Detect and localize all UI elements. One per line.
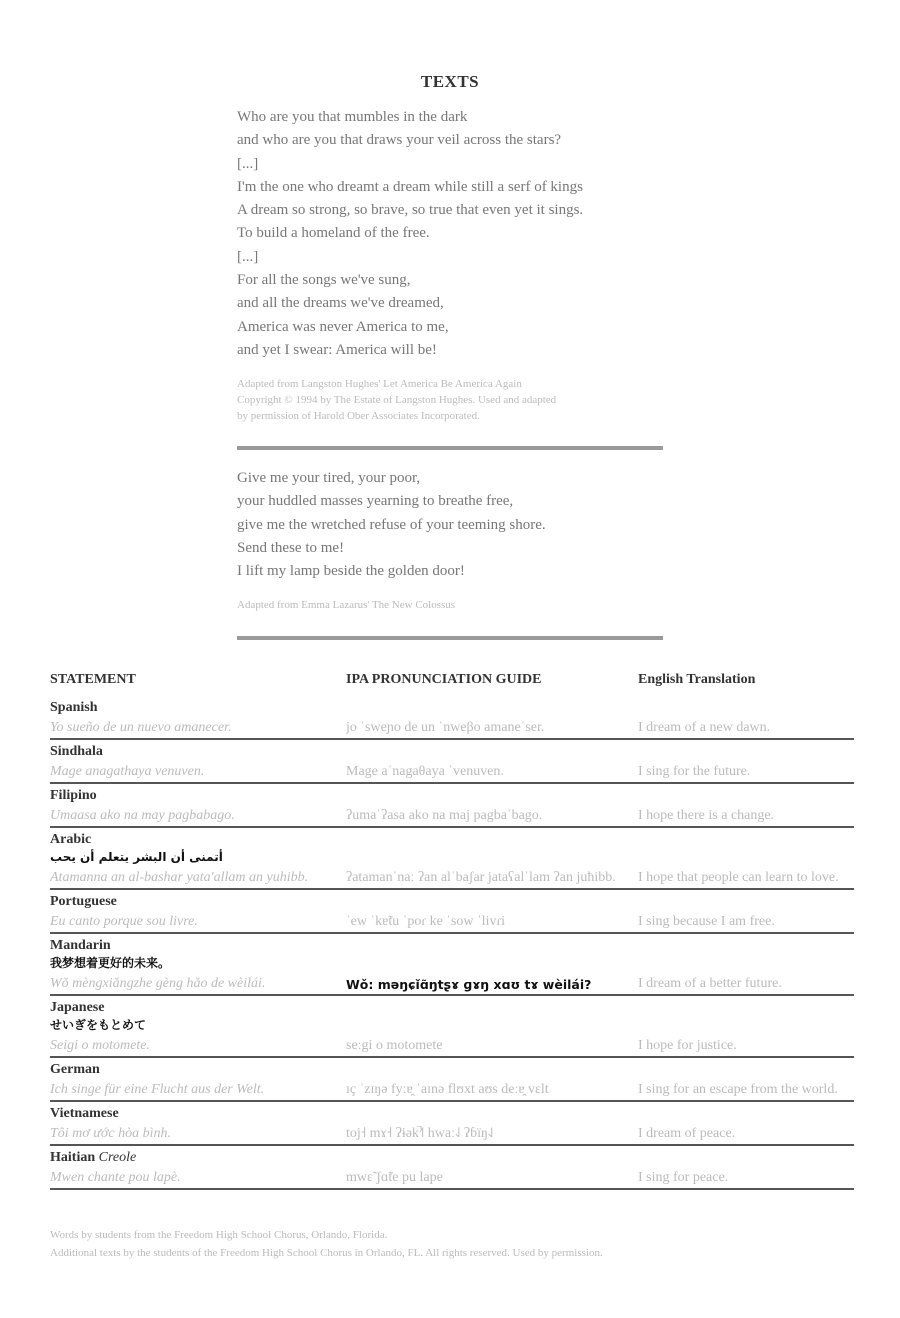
poem-line: and yet I swear: America will be! — [237, 341, 437, 358]
poem-line: [...] — [237, 155, 259, 172]
table-row — [50, 996, 854, 1058]
poem-line: I lift my lamp beside the golden door! — [237, 563, 465, 580]
poem-line: America was never America to me, — [237, 318, 449, 335]
poem-credit: Adapted from Emma Lazarus' The New Colossus — [237, 599, 456, 612]
row-cells — [50, 972, 854, 994]
poem-line: [...] — [237, 248, 259, 265]
language-name — [50, 1146, 854, 1166]
row-cells — [50, 866, 854, 888]
row-cells — [50, 910, 854, 932]
table-row — [50, 1058, 854, 1102]
language-label: Filipino — [50, 788, 97, 803]
poem-line: A dream so strong, so brave, so true that even yet it sings. — [237, 202, 584, 219]
translation-cell: I hope there is a change. — [638, 808, 775, 823]
language-label: Vietnamese — [50, 1106, 119, 1121]
language-label: Portuguese — [50, 894, 117, 909]
translation-cell: I sing for the future. — [638, 764, 751, 779]
poem-credit — [237, 376, 667, 424]
footer-line: Words by students from the Freedom High School Chorus, Orlando, Florida. — [50, 1229, 388, 1241]
language-label-italic: Creole — [98, 1150, 137, 1165]
translation-cell: I hope for justice. — [638, 1038, 737, 1053]
translation-cell: I sing because I am free. — [638, 914, 775, 929]
ipa-cell: ʔumaˈʔasa ako na maj pagbaˈbago. — [346, 808, 543, 823]
poem-line: I'm the one who dreamt a dream while still a serf of kings — [237, 178, 583, 195]
poem-line: give me the wretched refuse of your teeming shore. — [237, 516, 546, 533]
ipa-cell: mwɛ̃ ʃɑ̃te pu lape — [346, 1170, 443, 1185]
poem-line: For all the songs we've sung, — [237, 272, 411, 289]
statement-cell: Tôi mơ ước hòa bình. — [50, 1126, 171, 1141]
poem-line: Send these to me! — [237, 539, 345, 556]
table-header — [50, 668, 854, 696]
ipa-cell: ʔatamanˈnaː ʔan alˈbaʃar jataʕalˈlam ʔan juħibb. — [346, 870, 616, 885]
row-cells — [50, 716, 854, 738]
poem-line: To build a homeland of the free. — [237, 225, 430, 242]
divider-rule — [237, 446, 663, 450]
language-label: Haitian — [50, 1150, 96, 1165]
credit-line: Copyright © 1994 by The Estate of Langston Hughes. Used and adapted — [237, 394, 557, 407]
ipa-cell: toj˧ mɤ˧ ʔɨək̚˧˥ hwaː˨˩ ʔɓïŋ˨˩ — [346, 1126, 494, 1141]
credit-line: by permission of Harold Ober Associates Incorporated. — [237, 410, 480, 423]
row-cells — [50, 1034, 854, 1056]
statement-cell: Seigi o motomete. — [50, 1038, 150, 1053]
row-cells — [50, 760, 854, 782]
poem-emma-lazarus — [237, 467, 667, 613]
table-row — [50, 696, 854, 740]
ipa-cell: jo ˈsweɲo de un ˈnweβo amaneˈser. — [346, 720, 545, 735]
language-name — [50, 934, 854, 954]
table-row — [50, 1146, 854, 1190]
ipa-cell: ɪç ˈzɪŋə fyːɐ̯ ˈaɪnə flʊxt aʊs deːɐ̯ vɛlt — [346, 1082, 549, 1097]
translation-cell: I sing for an escape from the world. — [638, 1082, 838, 1097]
native-script: 我梦想着更好的未来。 — [50, 956, 171, 970]
language-name — [50, 828, 854, 848]
credit-line: Adapted from Langston Hughes' Let America Be America Again — [237, 378, 522, 391]
table-row — [50, 828, 854, 890]
table-row — [50, 890, 854, 934]
ipa-cell: Mage aˈnagaθaya ˈvenuven. — [346, 764, 504, 779]
language-label: German — [50, 1062, 100, 1077]
row-cells — [50, 1166, 854, 1188]
ipa-cell: ˈew ˈkɐ̃tu ˈpoɾ ke ˈsow ˈlivɾi — [346, 914, 506, 929]
statement-cell: Ich singe für eine Flucht aus der Welt. — [50, 1082, 265, 1097]
statement-cell: Eu canto porque sou livre. — [50, 914, 198, 929]
language-label: Sindhala — [50, 744, 103, 759]
poem-line: Give me your tired, your poor, — [237, 470, 421, 486]
language-name — [50, 996, 854, 1016]
page-title: TEXTS — [420, 72, 480, 91]
header-ipa: IPA PRONUNCIATION GUIDE — [346, 672, 542, 687]
statement-cell: Umaasa ako na may pagbabago. — [50, 808, 235, 823]
header-statement: STATEMENT — [50, 672, 136, 687]
language-name — [50, 784, 854, 804]
language-name — [50, 740, 854, 760]
language-label: Mandarin — [50, 938, 111, 953]
translation-cell: I dream of a new dawn. — [638, 720, 771, 735]
translation-cell: I sing for peace. — [638, 1170, 729, 1185]
row-cells — [50, 1078, 854, 1100]
translation-cell: I dream of peace. — [638, 1126, 736, 1141]
table-row — [50, 934, 854, 996]
table-row — [50, 784, 854, 828]
language-label: Spanish — [50, 700, 98, 715]
native-script: أتمنى أن البشر يتعلم أن يحب — [50, 850, 223, 864]
language-label: Arabic — [50, 832, 92, 847]
footer-credits — [50, 1226, 850, 1262]
language-name — [50, 890, 854, 910]
statement-cell: Atamanna an al-bashar yata'allam an yuhibb. — [50, 870, 309, 885]
statement-cell: Yo sueño de un nuevo amanecer. — [50, 720, 232, 735]
statement-table — [50, 668, 854, 1190]
poem-line: and who are you that draws your veil across the stars? — [237, 132, 562, 149]
poem-line: your huddled masses yearning to breathe free, — [237, 493, 514, 510]
poem-line: Who are you that mumbles in the dark — [237, 109, 468, 125]
poem-line: and all the dreams we've dreamed, — [237, 295, 444, 312]
footer-line: Additional texts by the students of the Freedom High School Chorus in Orlando, FL. All rights reserved. Used by permission. — [50, 1247, 603, 1259]
language-label: Japanese — [50, 1000, 105, 1015]
statement-cell: Mage anagathaya venuven. — [50, 764, 205, 779]
language-name — [50, 696, 854, 716]
translation-cell: I hope that people can learn to love. — [638, 870, 839, 885]
ipa-cell: seːgi o motomete — [346, 1038, 443, 1053]
header-translation: English Translation — [638, 672, 756, 687]
language-name — [50, 1058, 854, 1078]
table-row — [50, 1102, 854, 1146]
translation-cell: I dream of a better future. — [638, 976, 782, 991]
poem-langston-hughes — [237, 106, 667, 424]
table-row — [50, 740, 854, 784]
ipa-cell: Wǒ: məŋɕǐɑ̃ŋtʂɤ ɡɤŋ xɑʊ tɤ wèilái? — [346, 977, 592, 992]
statement-cell: Wǒ mèngxiǎngzhe gèng hǎo de wèilái. — [50, 976, 266, 991]
language-name — [50, 1102, 854, 1122]
row-cells — [50, 804, 854, 826]
divider-rule — [237, 636, 663, 640]
native-script: せいぎをもとめて — [50, 1018, 147, 1032]
row-cells — [50, 1122, 854, 1144]
statement-cell: Mwen chante pou lapè. — [50, 1170, 181, 1185]
